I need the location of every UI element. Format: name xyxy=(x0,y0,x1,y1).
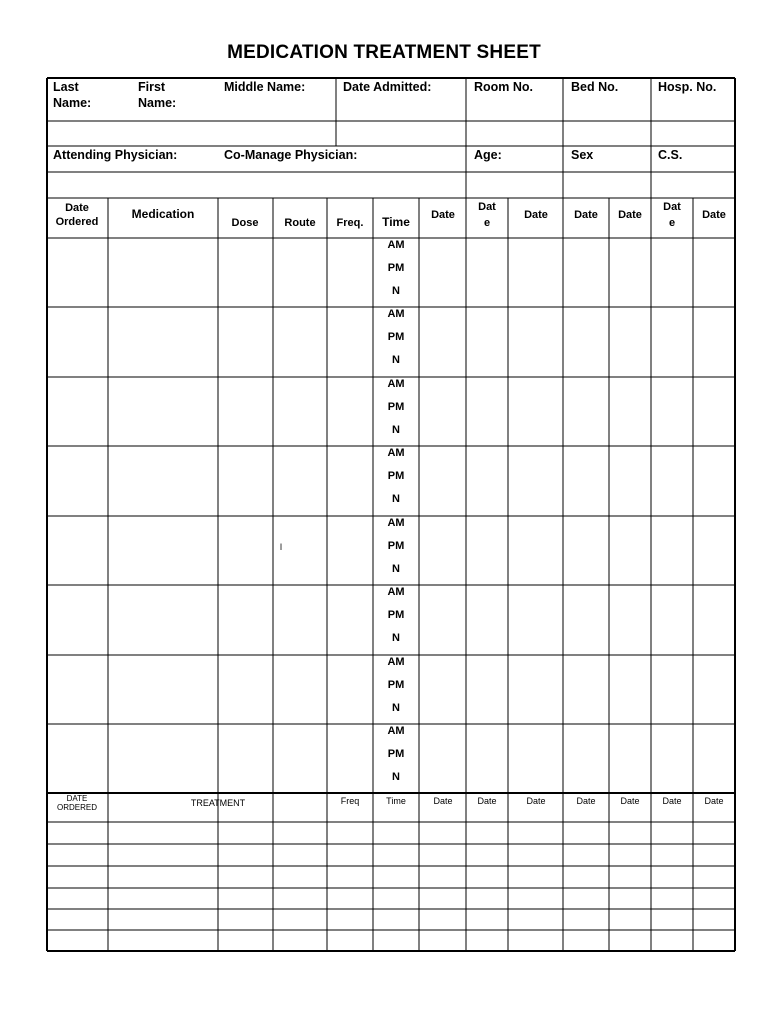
med-date-headers xyxy=(431,201,726,229)
last-name-label-2: Name: xyxy=(53,96,92,110)
shift-label-n: N xyxy=(392,632,400,644)
treat-time-header: Time xyxy=(386,796,406,806)
shift-label-am: AM xyxy=(387,517,405,529)
shift-label-am: AM xyxy=(387,725,405,737)
shift-label-pm: PM xyxy=(387,401,405,413)
treat-date-headers xyxy=(433,796,723,806)
dose-header: Dose xyxy=(231,217,259,229)
shift-label-n: N xyxy=(392,771,400,783)
date-header: Date xyxy=(702,209,726,221)
shift-label-pm: PM xyxy=(387,262,405,274)
treat-date-header: Date xyxy=(620,796,640,806)
med-date-ordered-header: Date xyxy=(65,202,89,214)
treat-date-header: Date xyxy=(477,796,497,806)
shift-label-am: AM xyxy=(387,656,405,668)
treat-date-header: Date xyxy=(576,796,596,806)
date-header-split-2: e xyxy=(668,217,676,229)
date-header-split-2: e xyxy=(483,217,491,229)
shift-label-am: AM xyxy=(387,447,405,459)
treat-freq-header: Freq xyxy=(340,796,360,806)
stray-mark: l xyxy=(280,542,282,552)
route-header: Route xyxy=(284,217,316,229)
treatment-header: TREATMENT xyxy=(190,798,246,808)
first-name-label-2: Name: xyxy=(138,96,177,110)
shift-label-n: N xyxy=(392,493,400,505)
time-header: Time xyxy=(382,215,410,229)
treat-date-header: Date xyxy=(704,796,724,806)
shift-label-pm: PM xyxy=(387,540,405,552)
shift-label-am: AM xyxy=(387,378,405,390)
date-header: Date xyxy=(431,209,455,221)
med-date-ordered-header-2: Ordered xyxy=(55,216,99,228)
shift-label-n: N xyxy=(392,702,400,714)
treat-date-ordered-header: DATE xyxy=(66,794,88,803)
shift-label-n: N xyxy=(392,563,400,575)
shift-label-pm: PM xyxy=(387,470,405,482)
freq-header: Freq. xyxy=(336,217,364,229)
shift-label-pm: PM xyxy=(387,331,405,343)
shift-labels xyxy=(387,239,404,783)
comanage-physician-label: Co-Manage Physician: xyxy=(224,148,358,162)
hosp-no-label: Hosp. No. xyxy=(658,80,717,94)
date-header: Date xyxy=(618,209,642,221)
last-name-label: Last xyxy=(53,80,79,94)
shift-label-am: AM xyxy=(387,239,405,251)
treat-date-header: Date xyxy=(662,796,682,806)
shift-label-n: N xyxy=(392,424,400,436)
attending-physician-label: Attending Physician: xyxy=(53,148,178,162)
date-header: Date xyxy=(574,209,598,221)
treat-date-ordered-header-2: ORDERED xyxy=(56,803,98,812)
date-header-split: Dat xyxy=(478,201,496,213)
room-no-label: Room No. xyxy=(474,80,534,94)
sex-label: Sex xyxy=(571,148,594,162)
date-header: Date xyxy=(524,209,548,221)
shift-label-pm: PM xyxy=(387,609,405,621)
shift-label-am: AM xyxy=(387,586,405,598)
shift-label-n: N xyxy=(392,354,400,366)
date-header-split: Dat xyxy=(663,201,681,213)
treat-date-header: Date xyxy=(526,796,546,806)
cs-label: C.S. xyxy=(658,148,683,162)
medication-header: Medication xyxy=(131,207,195,221)
middle-name-label: Middle Name: xyxy=(224,80,306,94)
bed-no-label: Bed No. xyxy=(571,80,619,94)
date-admitted-label: Date Admitted: xyxy=(343,80,432,94)
shift-label-am: AM xyxy=(387,308,405,320)
shift-label-pm: PM xyxy=(387,679,405,691)
shift-label-n: N xyxy=(392,285,400,297)
age-label: Age: xyxy=(474,148,502,162)
shift-label-pm: PM xyxy=(387,748,405,760)
first-name-label: First xyxy=(138,80,166,94)
treat-date-header: Date xyxy=(433,796,453,806)
page-title: MEDICATION TREATMENT SHEET xyxy=(227,42,541,63)
